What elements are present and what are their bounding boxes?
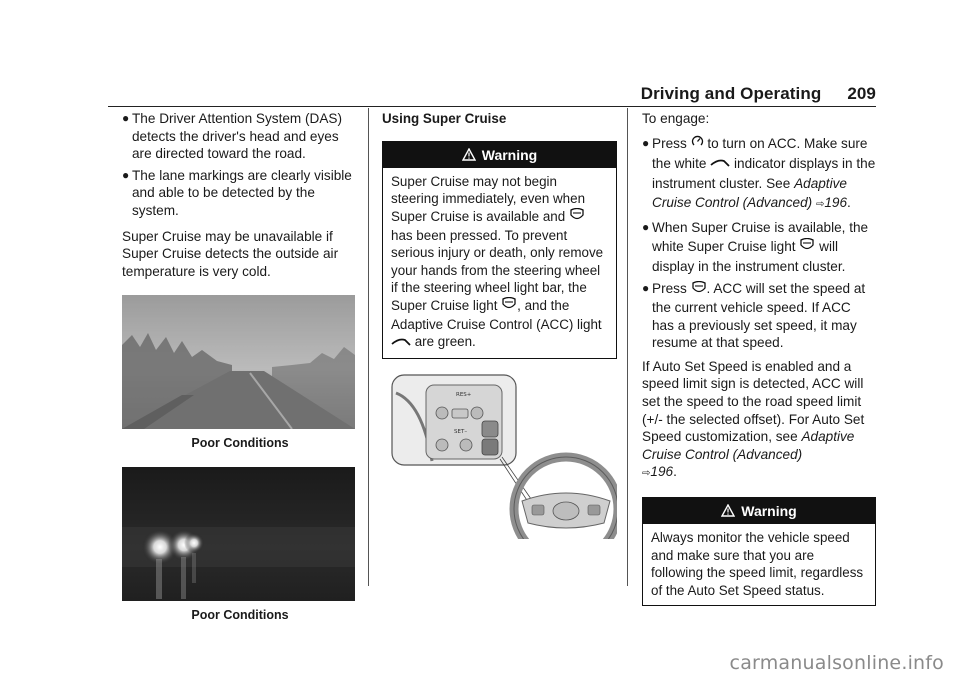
super-cruise-icon bbox=[691, 281, 707, 300]
warning-box bbox=[642, 497, 876, 606]
list-item: ● The Driver Attention System (DAS) detects the driver's head and eyes are directed toward the road. bbox=[122, 111, 343, 162]
warning-triangle-icon bbox=[721, 499, 735, 525]
list-item: ● Press to turn on ACC. Make sure the white indicator displays in the instrument cluster. See Adaptive Cruise Control (Advanced) ⇨196. bbox=[642, 135, 876, 210]
page-header bbox=[108, 84, 876, 104]
section-title: Driving and Operating bbox=[640, 84, 822, 103]
bullet-icon: ● bbox=[122, 111, 130, 125]
super-cruise-icon bbox=[799, 238, 815, 257]
warning-header bbox=[643, 498, 875, 524]
figure-caption: Poor Conditions bbox=[191, 607, 289, 622]
footer-watermark-bar bbox=[0, 648, 960, 678]
steering-wheel-illustration bbox=[382, 373, 617, 539]
bullet-icon: ● bbox=[642, 281, 650, 296]
header-rule bbox=[108, 106, 876, 107]
page-reference[interactable]: 196 bbox=[824, 194, 848, 210]
poor-conditions-photo-fog bbox=[122, 295, 355, 429]
middle-column bbox=[382, 108, 617, 539]
super-cruise-icon bbox=[569, 208, 585, 227]
page-reference[interactable]: 196 bbox=[650, 464, 674, 480]
list-item: ● Press . ACC will set the speed at the current vehicle speed. If ACC has a previously set speed, it may resume at that speed. bbox=[642, 281, 866, 351]
bullet-icon: ● bbox=[642, 135, 650, 150]
watermark-text: carmanualsonline.info bbox=[729, 652, 944, 674]
acc-indicator-icon bbox=[391, 334, 411, 352]
cross-reference-link[interactable]: Adaptive Cruise Control (Advanced) bbox=[642, 429, 855, 462]
warning-header bbox=[383, 142, 616, 168]
poor-conditions-photo-night bbox=[122, 467, 355, 601]
intro-text: To engage: bbox=[642, 111, 710, 126]
paragraph: If Auto Set Speed is enabled and a speed limit sign is detected, ACC will set the speed to the road speed limit (+/- the selected offset). For Auto Set Speed customization, see Adaptive Cruise Control (Advanced) ⇨196. bbox=[642, 358, 865, 480]
list-item: ● When Super Cruise is available, the white Super Cruise light will display in the instrument cluster. bbox=[642, 220, 869, 275]
bullet-icon: ● bbox=[122, 167, 130, 182]
page-number: 209 bbox=[847, 84, 876, 103]
warning-box bbox=[382, 141, 617, 359]
cruise-control-icon bbox=[691, 134, 704, 153]
warning-triangle-icon bbox=[462, 143, 476, 169]
warning-body: Always monitor the vehicle speed and make sure that you are following the speed limit, regardless of the Auto Set Speed status. bbox=[651, 530, 864, 598]
cross-reference-link[interactable]: Adaptive Cruise Control (Advanced) bbox=[652, 175, 847, 210]
set-label: SET– bbox=[454, 428, 468, 435]
right-column bbox=[642, 108, 876, 606]
figure-caption: Poor Conditions bbox=[191, 436, 289, 451]
page-ref-icon: ⇨ bbox=[642, 468, 651, 480]
column-divider-left bbox=[368, 108, 369, 586]
res-label: RES+ bbox=[456, 391, 472, 398]
section-heading: Using Super Cruise bbox=[382, 111, 507, 126]
column-divider-right bbox=[627, 108, 628, 586]
page-ref-icon: ⇨ bbox=[815, 198, 825, 210]
acc-indicator-icon bbox=[710, 154, 730, 173]
warning-title: Warning bbox=[741, 503, 797, 520]
warning-body: Super Cruise may not begin steering immediately, even when Super Cruise is available and has been pressed. To prevent serious injury or death, only remove your hands from the steering wheel if the steering wheel light bar, the Super Cruise light , and the Adaptive Cruise Control (ACC) light are green. bbox=[383, 168, 616, 358]
left-column bbox=[122, 108, 358, 625]
paragraph: Super Cruise may be unavailable if Super Cruise detects the outside air temperature is very cold. bbox=[122, 228, 339, 279]
super-cruise-icon bbox=[501, 297, 517, 316]
list-item: ● The lane markings are clearly visible and able to be detected by the system. bbox=[122, 167, 352, 218]
bullet-icon: ● bbox=[642, 220, 650, 234]
warning-title: Warning bbox=[481, 146, 538, 163]
